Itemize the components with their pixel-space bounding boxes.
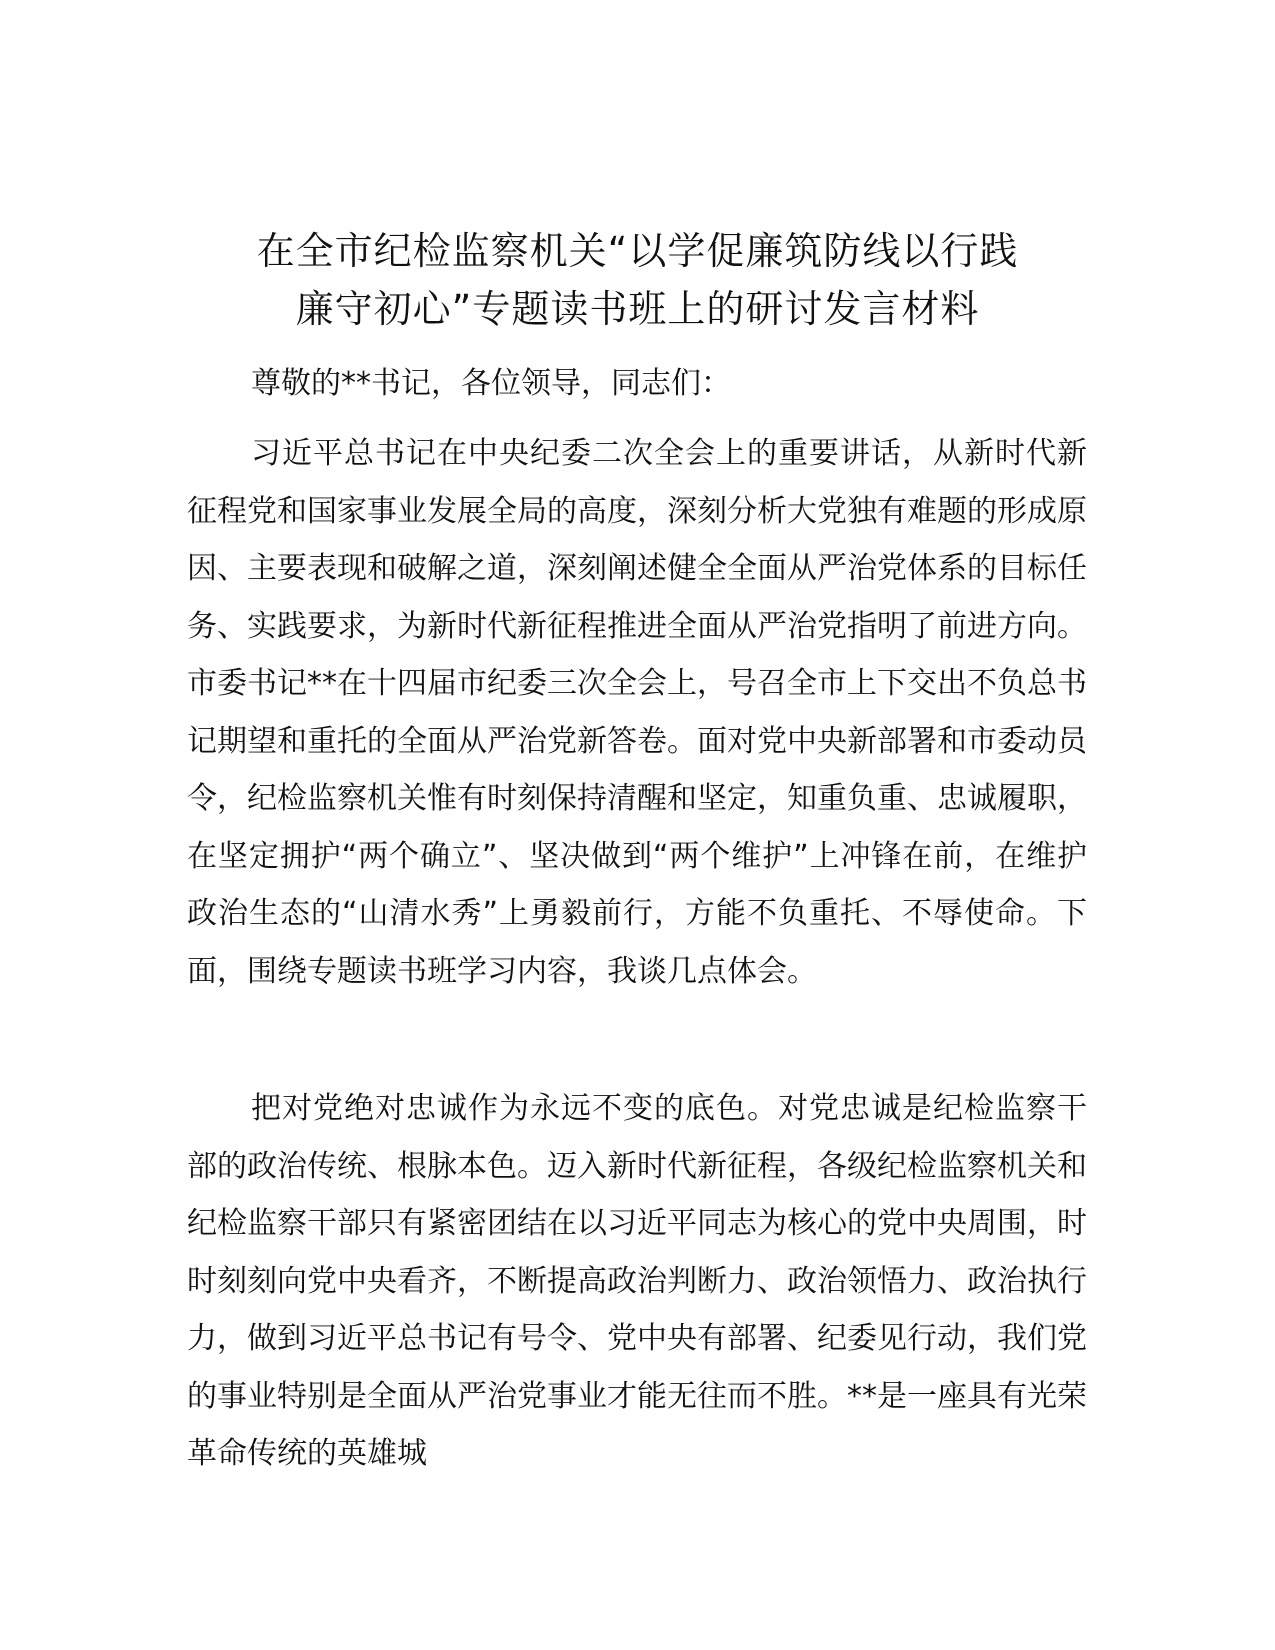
- salutation: 尊敬的**书记，各位领导，同志们：: [251, 366, 731, 401]
- body-paragraph-2: 把对党绝对忠诚作为永远不变的底色。对党忠诚是纪检监察干部的政治传统、根脉本色。迈入新时代新征程，各级纪检监察机关和纪检监察干部只有紧密团结在以习近平同志为核心的党中央周围，时时刻刻向党中央看齐，不断提高政治判断力、政治领悟力、政治执行力，做到习近平总书记有号令、党中央有部署、纪委见行动，我们党的事业特别是全面从严治党事业才能无往而不胜。**是一座具有光荣革命传统的英雄城: [187, 1091, 1087, 1471]
- title-line-1: 在全市纪检监察机关“以学促廉筑防线以行践: [256, 229, 1019, 273]
- body-paragraph-1: 习近平总书记在中央纪委二次全会上的重要讲话，从新时代新征程党和国家事业发展全局的高度，深刻分析大党独有难题的形成原因、主要表现和破解之道，深刻阐述健全全面从严治党体系的目标任务、实践要求，为新时代新征程推进全面从严治党指明了前进方向。市委书记**在十四届市纪委三次全会上，号召全市上下交出不负总书记期望和重托的全面从严治党新答卷。面对党中央新部署和市委动员令，纪检监察机关惟有时刻保持清醒和坚定，知重负重、忠诚履职，在坚定拥护“两个确立”、坚决做到“两个维护”上冲锋在前，在维护政治生态的“山清水秀”上勇毅前行，方能不负重托、不辱使命。下面，围绕专题读书班学习内容，我谈几点体会。: [187, 436, 1087, 989]
- document-title: [150, 222, 1125, 338]
- title-line-2: 廉守初心”专题读书班上的研讨发言材料: [295, 287, 980, 331]
